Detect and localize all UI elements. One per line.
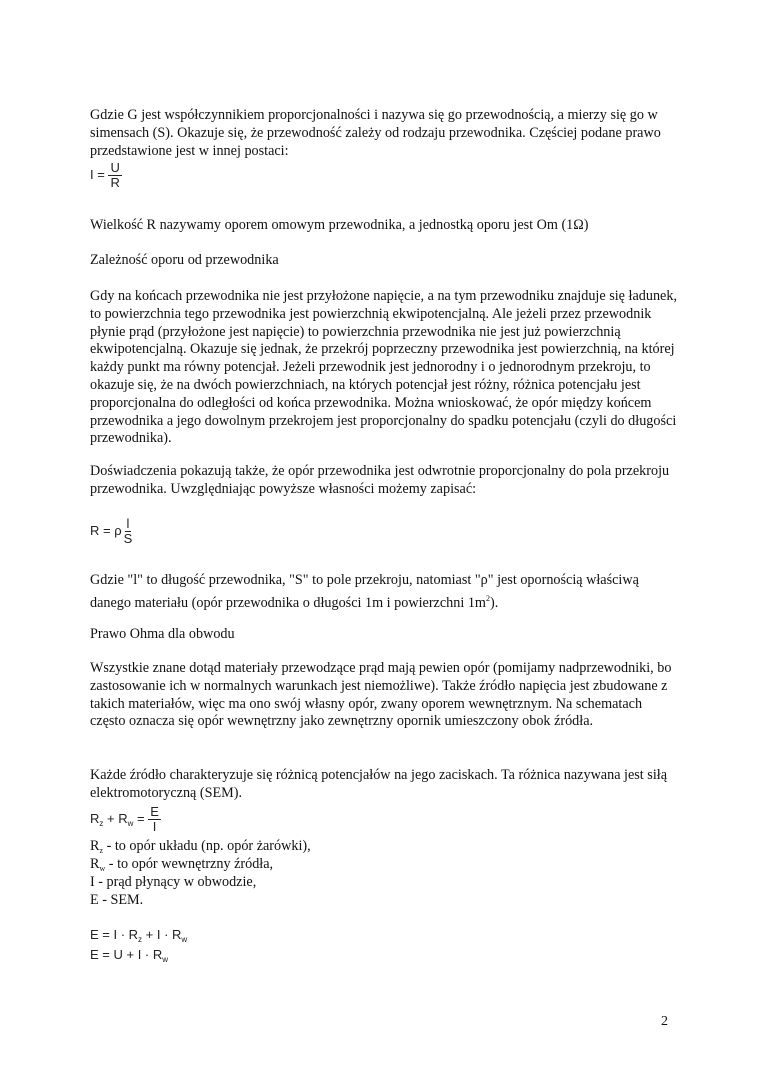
formula-emf-resistance: $R_z + R_w$ = $\frac{E}{I}$ [90, 804, 159, 834]
legend-rz: $R_z$ - to opór układu (np. opór żarówki), [90, 838, 311, 855]
paragraph-cross-section: Doświadczenia pokazują także, że opór przewodnika jest odwrotnie proporcjonalny do pola przekroju przewodnika. Uwzględniając powyższe własności możemy zapisać: [90, 463, 670, 497]
paragraph-resistance-unit: Wielkość R nazywamy oporem omowym przewodnika, a jednostką oporu jest Om (1Ω) [90, 217, 589, 233]
legend-emf: E - SEM. [90, 892, 144, 908]
paragraph-internal-resistance: Wszystkie znane dotąd materiały przewodzące prąd mają pewien opór (pomijamy nadprzewodniki, bo zastosowanie ich w normalnych warunkach jest niemożliwe). Także źródło napięcia jest zbudowane z takich materiałów, więc ma ono swój własny opór, zwany oporem wewnętrznym. Na schematach często oznacza się opór wewnętrzny jako zewnętrzny opornik umieszczony obok źródła. [90, 660, 672, 730]
formula-emf-sum: $E = I \cdot R_z + I \cdot R_w$ [90, 927, 188, 944]
heading-resistance-dependence: Zależność oporu od przewodnika [90, 252, 279, 268]
formula-ohm-law: I = $\frac{U}{R}$ [90, 160, 120, 190]
legend-rw: $R_w$ - to opór wewnętrzny źródła, [90, 856, 274, 873]
heading-ohm-law-circuit: Prawo Ohma dla obwodu [90, 626, 235, 642]
paragraph-resistivity-definition: Gdzie "l" to długość przewodnika, "S" to pole przekroju, natomiast "ρ" jest opornością właściwą danego materiału (opór przewodnika o długości 1m i powierzchni $1m^2$). [90, 572, 639, 611]
paragraph-conductance: Gdzie G jest współczynnikiem proporcjonalności i nazywa się go przewodnością, a mierzy się go w simensach (S). Okazuje się, że przewodność zależy od rodzaju przewodnika. Częściej podane prawo przedstawione jest w innej postaci: [90, 107, 661, 159]
formula-resistivity: R = ρ $\frac{l}{S}$ [90, 516, 133, 546]
page-number: 2 [661, 1014, 668, 1029]
paragraph-emf: Każde źródło charakteryzuje się różnicą potencjałów na jego zaciskach. Ta różnica nazywana jest siłą elektromotoryczną (SEM). [90, 767, 667, 801]
paragraph-equipotential: Gdy na końcach przewodnika nie jest przyłożone napięcie, a na tym przewodniku znajduje się ładunek, to powierzchnia tego przewodnika jest powierzchnią ekwipotencjalną. Ale jeżeli przez przewodnik płynie prąd (przyłożone jest napięcie) to powierzchnia przewodnika nie jest już powierzchnią ekwipotencjalną. Okazuje się jednak, że przekrój poprzeczny przewodnika jest powierzchnią, na której każdy punkt ma równy potencjał. Jeżeli przewodnik jest jednorodny i o jednorodnym przekroju, to okazuje się, że na dwóch powierzchniach, na których potencjał jest różny, różnica potencjału jest proporcjonalna do odległości od końca przewodnika. Można wnioskować, że opór między końcem przewodnika a jego dowolnym przekrojem jest proporcjonalny do spadku potencjału (czyli do długości przewodnika). [90, 288, 677, 447]
legend-current: I - prąd płynący w obwodzie, [90, 874, 257, 890]
formula-emf-voltage: $E = U + I \cdot R_w$ [90, 947, 169, 964]
